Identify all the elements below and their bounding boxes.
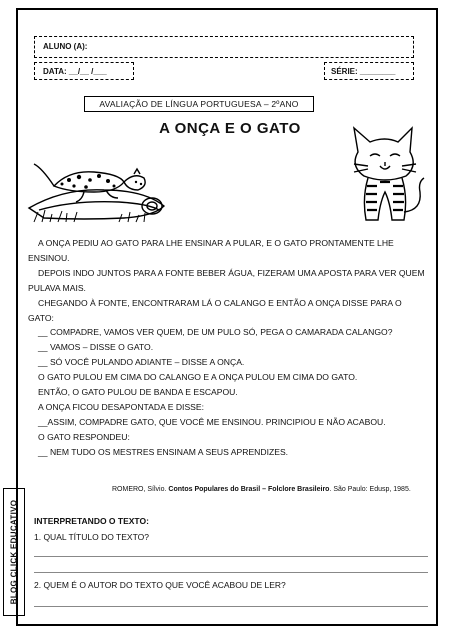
grade-box [324,62,414,80]
story-paragraph: __ COMPADRE, VAMOS VER QUEM, DE UM PULO SÓ, PEGA O CAMARADA CALANGO? [38,327,393,338]
interpretation-heading: INTERPRETANDO O TEXTO: [34,516,149,526]
reference-author: ROMERO, Sílvio. [112,486,167,493]
answer-line[interactable] [34,606,428,607]
date-label: DATA: __/__ /___ [43,67,107,76]
reference-publisher: . São Paulo: Edusp, 1985. [329,486,411,493]
blog-name: BLOG CLICK EDUCATIVO [9,499,19,605]
question-2: 2. QUEM É O AUTOR DO TEXTO QUE VOCÊ ACABOU DE LER? [34,580,286,590]
story-paragraph: DEPOIS INDO JUNTOS PARA A FONTE BEBER ÁGUA, FIZERAM UMA APOSTA PARA VER QUEM PULAVA MAIS. [28,267,425,293]
story-paragraph: __ASSIM, COMPADRE GATO, QUE VOCÊ ME ENSINOU. PRINCIPIOU E NÃO ACABOU. [38,416,386,427]
student-name-box [34,36,414,58]
story-paragraph: ENTÃO, O GATO PULOU DE BANDA E ESCAPOU. [38,387,238,398]
grade-label: SÉRIE: ________ [331,67,396,76]
question-1: 1. QUAL TÍTULO DO TEXTO? [34,532,149,542]
story-title: A ONÇA E O GATO [159,120,301,137]
story-paragraph: A ONÇA FICOU DESAPONTADA E DISSE: [38,401,205,412]
jaguar-illustration [24,128,174,228]
blog-sidebar [3,488,25,616]
story-paragraph: __ SÓ VOCÊ PULANDO ADIANTE – DISSE A ONÇA. [38,357,245,368]
bibliographic-reference [112,486,428,493]
story-text [28,236,428,460]
story-paragraph: __ NEM TUDO OS MESTRES ENSINAM A SEUS APRENDIZES. [38,446,289,457]
date-box [34,62,134,80]
story-paragraph: CHEGANDO À FONTE, ENCONTRARAM LÁ O CALANGO E ENTÃO A ONÇA DISSE PARA O GATO: [28,297,402,323]
story-paragraph: __ VAMOS – DISSE O GATO. [38,342,154,353]
story-paragraph: O GATO RESPONDEU: [38,431,130,442]
reference-work: Contos Populares do Brasil – Folclore Brasileiro [168,486,330,493]
story-paragraph: O GATO PULOU EM CIMA DO CALANGO E A ONÇA PULOU EM CIMA DO GATO. [38,372,358,383]
cat-illustration [340,122,430,227]
assessment-subject: AVALIAÇÃO DE LÍNGUA PORTUGUESA – 2ºANO [84,96,314,112]
student-name-label: ALUNO (A): [43,42,88,51]
answer-line[interactable] [34,572,428,573]
answer-line[interactable] [34,556,428,557]
story-paragraph: A ONÇA PEDIU AO GATO PARA LHE ENSINAR A PULAR, E O GATO PRONTAMENTE LHE ENSINOU. [28,238,394,263]
